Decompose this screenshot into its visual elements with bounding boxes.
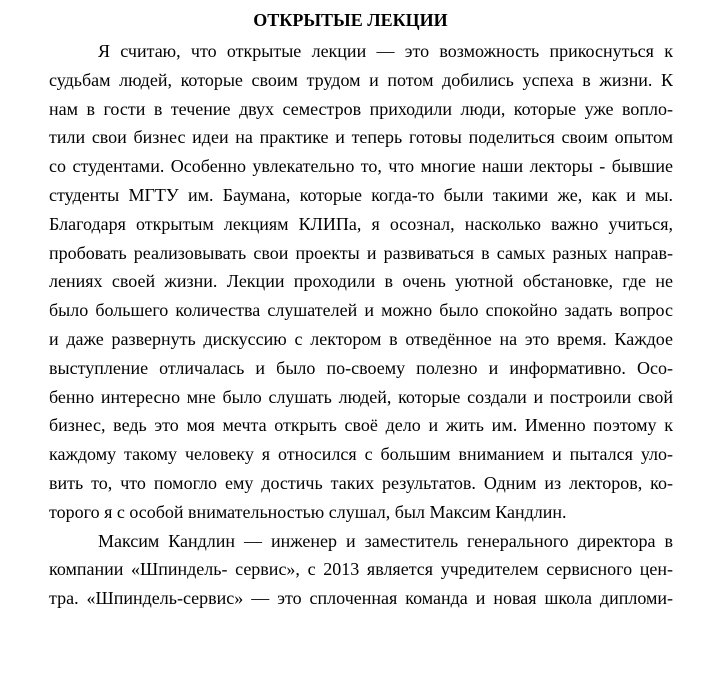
text-line: судьбам людей, которые своим трудом и потом добились успеха в жизни. К [49,69,673,90]
text-line: Я считаю, что открытые лекции — это возможность прикоснуться к [98,41,673,61]
text-line: тра. «Шпиндель-сервис» — это сплоченная команда и новая школа дипломи- [49,588,673,609]
text-line: со студентами. Особенно увлекательно то, что многие наши лекторы - бывшие [49,156,673,177]
text-line: было большего количества слушателей и можно было спокойно задать вопрос [49,300,673,321]
document-body [49,37,673,613]
text-line: лениях своей жизни. Лекции проходили в очень уютной обстановке, где не [49,271,673,292]
text-line: бизнес, ведь это моя мечта открыть своё дело и жить им. Именно поэтому к [49,415,673,436]
text-line: вить то, что помогло ему достичь таких результатов. Одним из лекторов, ко- [49,472,673,493]
text-line: Благодаря открытым лекциям КЛИПа, я осознал, насколько важно учиться, [49,213,673,234]
text-line: нам в гости в течение двух семестров приходили люди, которые уже вопло- [49,98,673,119]
text-line: тили свои бизнес идеи на практике и теперь готовы поделиться своим опытом [49,127,673,148]
paragraph [49,37,673,527]
text-line: каждому такому человеку я относился с большим вниманием и пытался уло- [49,444,673,465]
text-line: выступление отличалась и было по-своему полезно и информативно. Осо- [49,357,673,378]
text-line: Максим Кандлин — инженер и заместитель генерального директора в [98,530,673,551]
text-line: пробовать реализовывать свои проекты и развиваться в самых разных направ- [49,242,673,263]
text-line: компании «Шпиндель- сервис», с 2013 является учредителем сервисного цен- [49,559,673,580]
text-line: студенты МГТУ им. Баумана, которые когда-то были такими же, как и мы. [49,184,673,205]
text-line: бенно интересно мне было слушать людей, которые создали и построили свой [49,386,673,407]
text-line: и даже развернуть дискуссию с лектором в отведённое на это время. Каждое [49,328,673,349]
paragraph [49,527,673,613]
document-title: ОТКРЫТЫЕ ЛЕКЦИИ [253,10,448,30]
text-line: торого я с особой внимательностью слушал, был Максим Кандлин. [49,501,567,522]
